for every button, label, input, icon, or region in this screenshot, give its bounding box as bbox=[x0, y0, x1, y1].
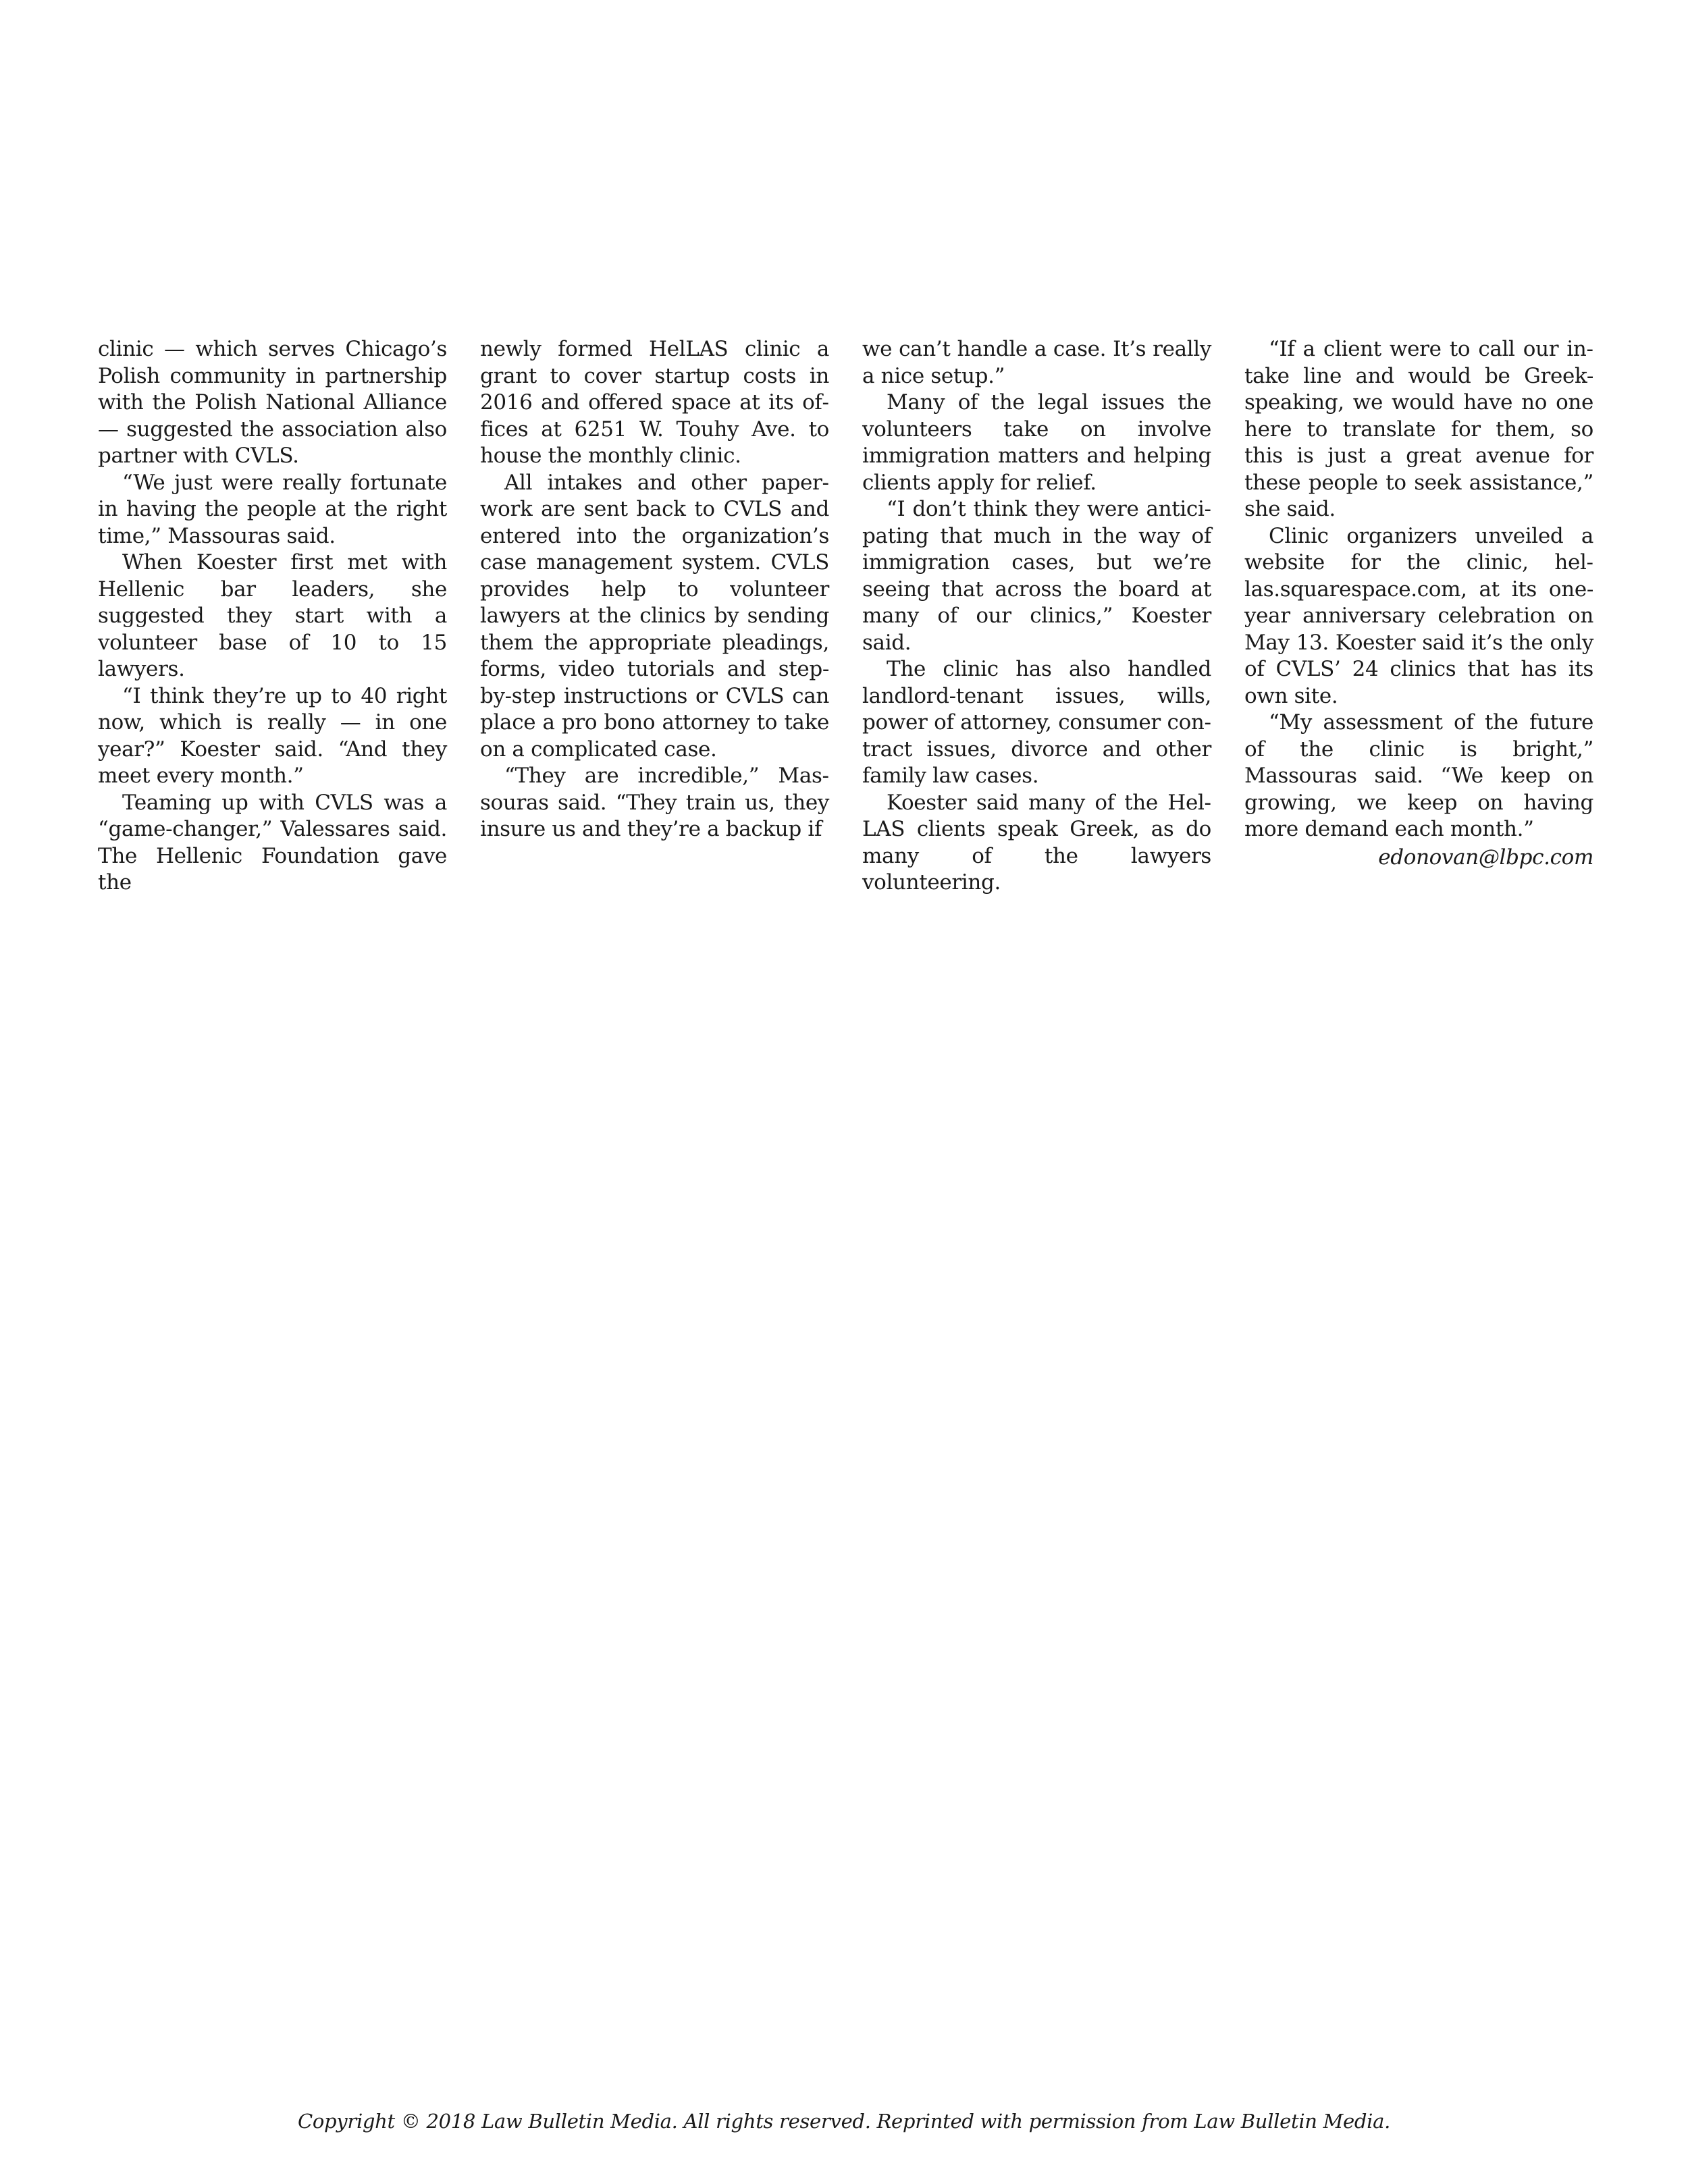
paragraph: “They are incredible,” Massouras said. “They train us, they insure us and they’re a backup if bbox=[480, 764, 829, 841]
copyright-notice: Copyright © 2018 Law Bulletin Media. All rights reserved. Reprinted with permission from Law Bulletin Media. bbox=[297, 2110, 1390, 2133]
article-columns bbox=[98, 336, 1593, 897]
paragraph: The clinic has also handled landlord-tenant issues, wills, power of attorney, consumer contract issues, divorce and other family law cases. bbox=[862, 657, 1211, 788]
paragraph: “My assessment of the future of the clinic is bright,” Massouras said. “We keep on growing, we keep on having more demand each month.” bbox=[1244, 710, 1593, 841]
article-column-2 bbox=[480, 336, 829, 897]
paragraph: clinic — which serves Chicago’s Polish community in partnership with the Polish National Alliance — suggested the association also partner with CVLS. bbox=[98, 337, 447, 468]
article-column-3 bbox=[862, 336, 1211, 897]
paragraph: Koester said many of the HelLAS clients speak Greek, as do many of the lawyers volunteering. bbox=[862, 790, 1211, 895]
paragraph: “I think they’re up to 40 right now, which is really — in one year?” Koester said. “And they meet every month.” bbox=[98, 683, 447, 788]
paragraph: All intakes and other paperwork are sent back to CVLS and entered into the organization’s case management system. CVLS provides help to volunteer lawyers at the clinics by sending them the appropriate pleadings, forms, video tutorials and step-by-step instructions or CVLS can place a pro bono attorney to take on a complicated case. bbox=[480, 470, 829, 762]
paragraph: When Koester first met with Hellenic bar leaders, she suggested they start with a volunteer base of 10 to 15 lawyers. bbox=[98, 550, 447, 681]
paragraph: newly formed HelLAS clinic a grant to cover startup costs in 2016 and offered space at its offices at 6251 W. Touhy Ave. to house the monthly clinic. bbox=[480, 337, 829, 468]
paragraph: Many of the legal issues the volunteers take on involve immigration matters and helping clients apply for relief. bbox=[862, 390, 1211, 495]
paragraph: Clinic organizers unveiled a website for the clinic, hellas.squarespace.com, at its one-year anniversary celebration on May 13. Koester said it’s the only of CVLS’ 24 clinics that has its own site. bbox=[1244, 523, 1593, 708]
paragraph: “We just were really fortunate in having the people at the right time,” Massouras said. bbox=[98, 470, 447, 548]
article-column-4 bbox=[1244, 336, 1593, 897]
paragraph: Teaming up with CVLS was a “game-changer,” Valessares said. The Hellenic Foundation gave the bbox=[98, 790, 447, 895]
article-column-1 bbox=[98, 336, 447, 897]
paragraph: “I don’t think they were anticipating that much in the way of immigration cases, but we’re seeing that across the board at many of our clinics,” Koester said. bbox=[862, 497, 1211, 655]
paragraph: we can’t handle a case. It’s really a nice setup.” bbox=[862, 337, 1211, 388]
author-email-signature: edonovan@lbpc.com bbox=[1378, 845, 1593, 870]
paragraph: “If a client were to call our intake line and would be Greek-speaking, we would have no one here to translate for them, so this is just a great avenue for these people to seek assistance,” she said. bbox=[1244, 337, 1593, 521]
